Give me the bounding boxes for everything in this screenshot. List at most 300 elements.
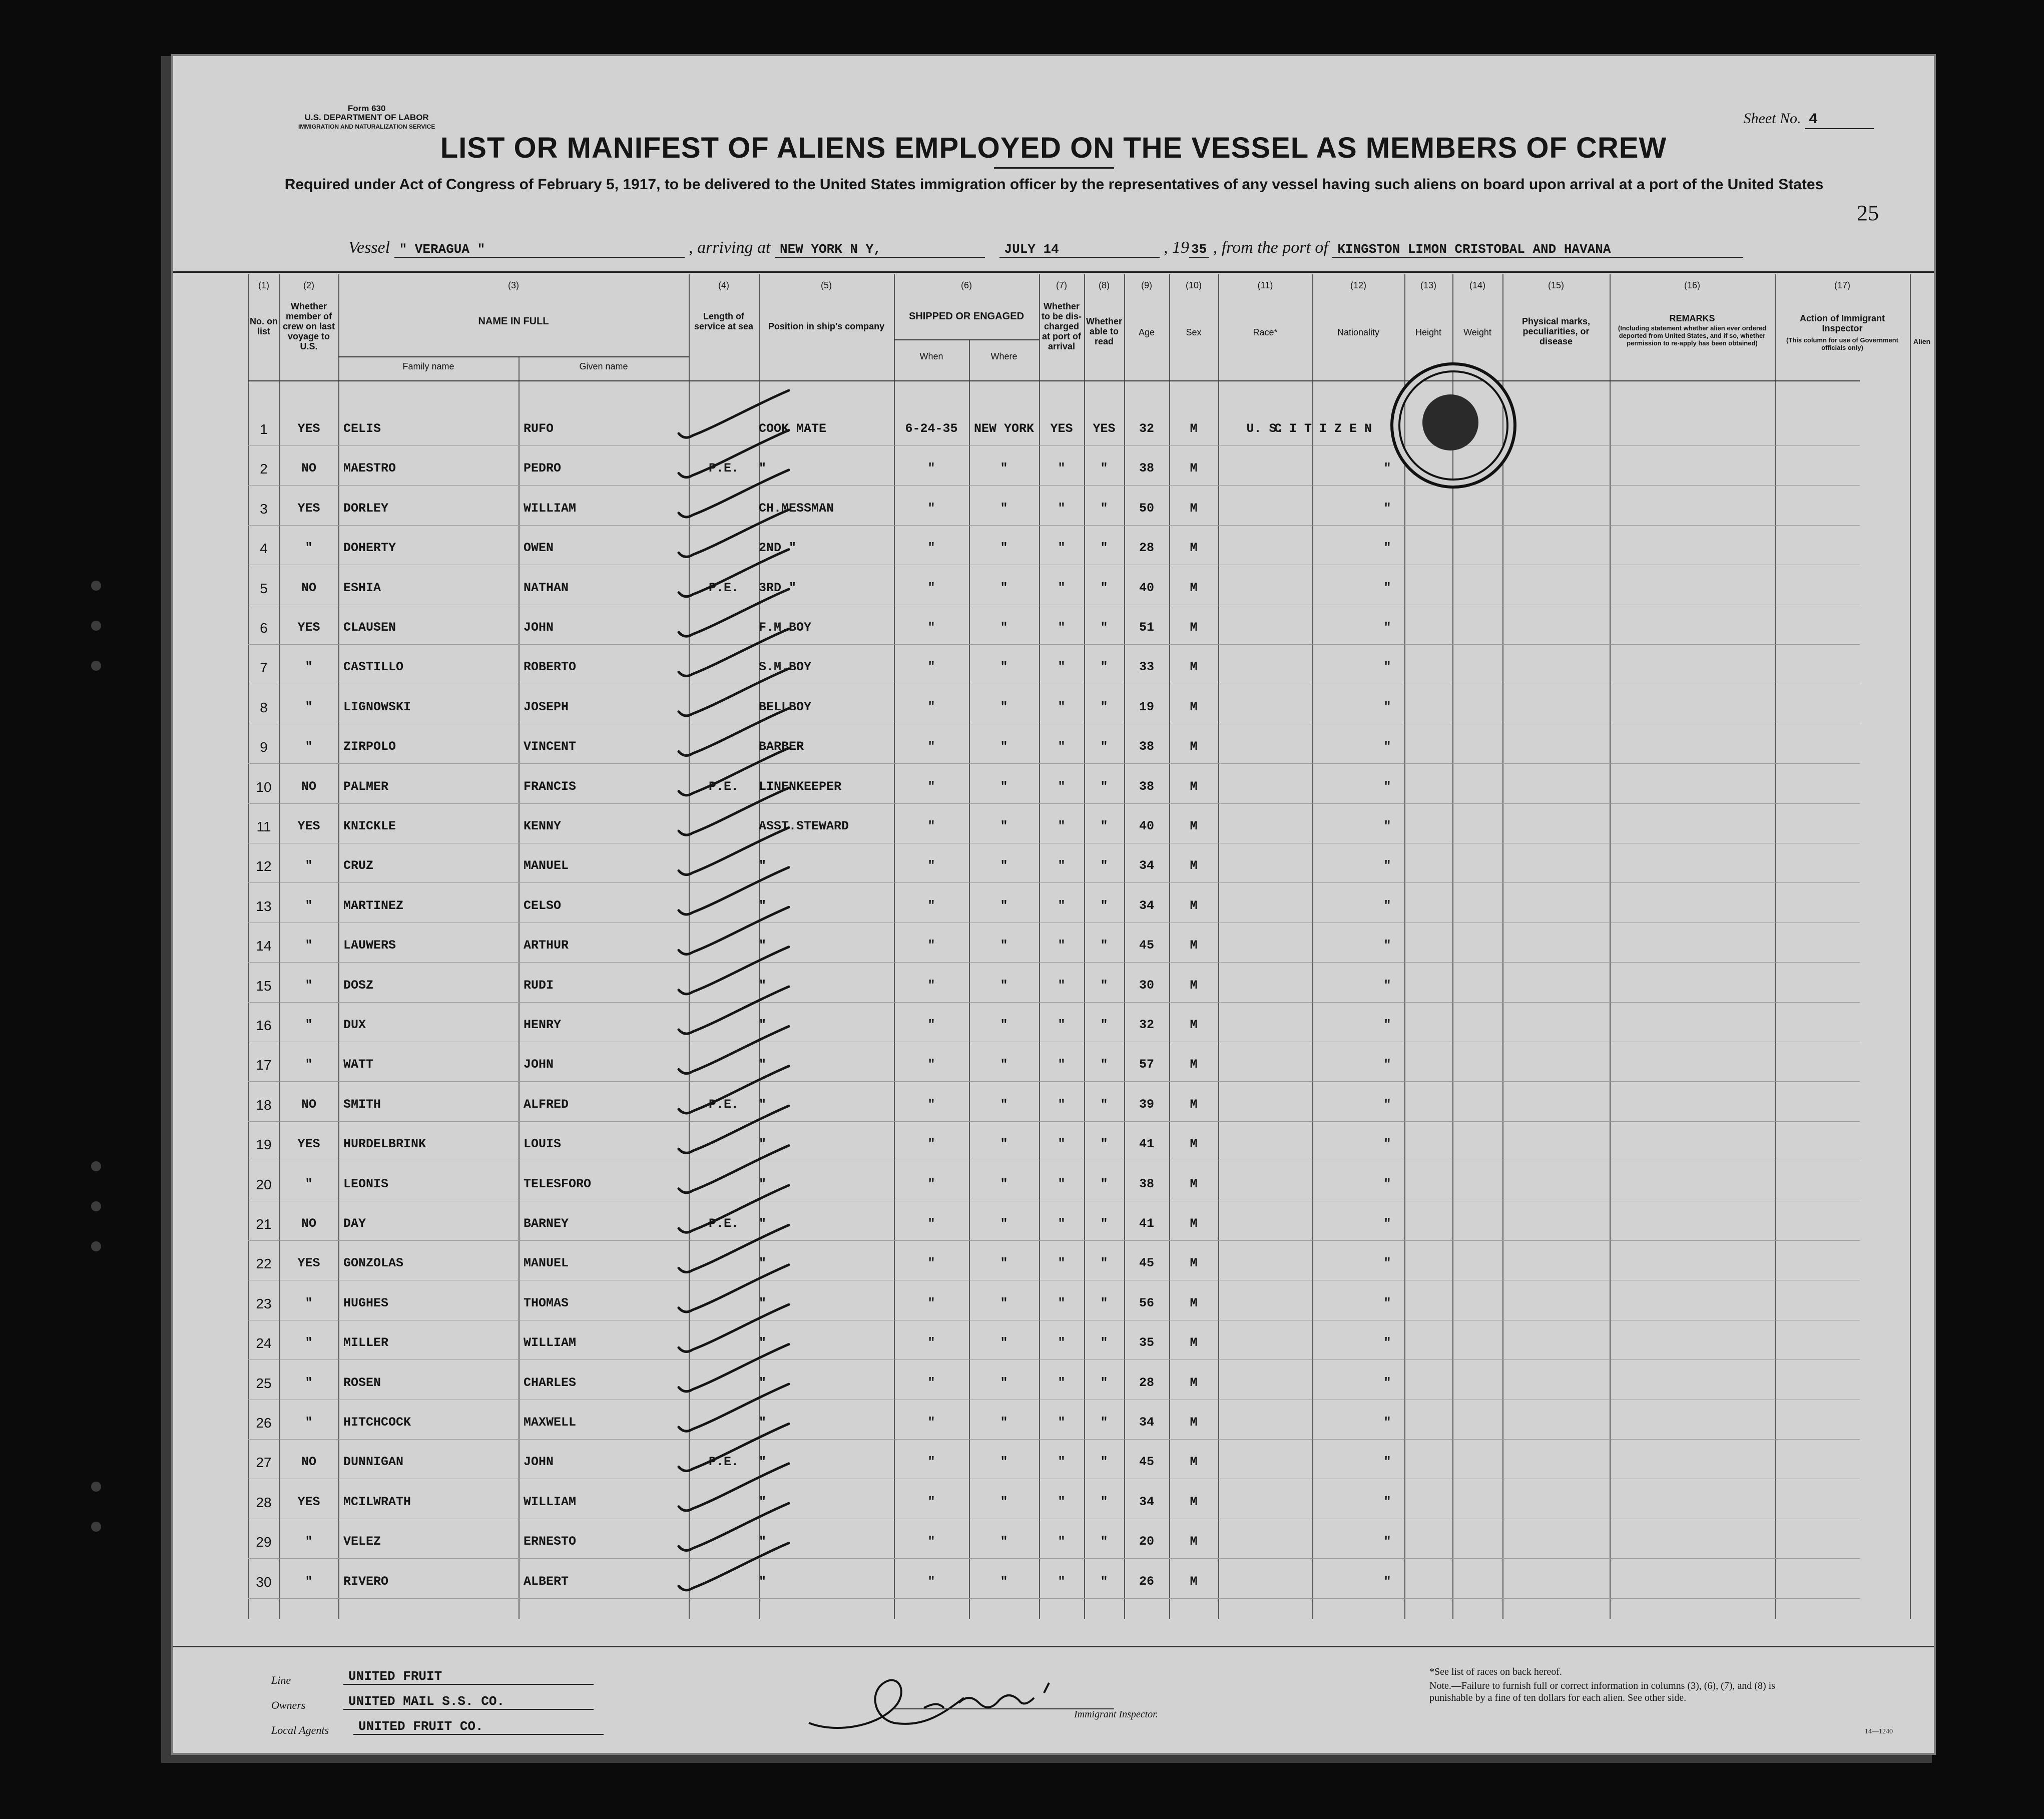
col-num-6: (6): [961, 280, 972, 290]
row-position: ASST.STEWARD: [759, 819, 849, 833]
row-where: ": [1000, 1137, 1008, 1152]
row-service: P.E.: [708, 1216, 739, 1231]
row-given: KENNY: [524, 819, 562, 833]
row-sex: M: [1190, 1137, 1198, 1152]
row-read: ": [1100, 1534, 1108, 1549]
row-given: JOHN: [524, 620, 554, 635]
department-name: U.S. DEPARTMENT OF LABOR: [304, 113, 429, 122]
row-voyage: ": [305, 1375, 313, 1390]
line-label: Line: [271, 1674, 291, 1686]
service-name: IMMIGRATION AND NATURALIZATION SERVICE: [298, 123, 435, 130]
row-position: ": [759, 1415, 767, 1430]
agents-value: UNITED FRUIT CO.: [353, 1719, 604, 1735]
hdr-given-name: Given name: [579, 361, 628, 371]
row-given: JOHN: [524, 1455, 554, 1470]
check-mark: [679, 1344, 789, 1392]
col-num-5: (5): [821, 280, 832, 290]
check-mark: [679, 629, 789, 676]
row-position: ": [759, 1057, 767, 1072]
row-given: ARTHUR: [524, 938, 569, 953]
row-voyage: ": [305, 739, 313, 754]
row-read: ": [1100, 819, 1108, 833]
row-read: ": [1100, 1176, 1108, 1191]
row-when: ": [927, 819, 935, 833]
row-age: 35: [1139, 1335, 1154, 1350]
hdr-remarks: REMARKS: [1669, 313, 1715, 323]
row-when: ": [927, 1097, 935, 1112]
row-where: ": [1000, 501, 1008, 516]
row-age: 28: [1139, 1375, 1154, 1390]
row-nat: ": [1383, 898, 1391, 913]
row-when: ": [927, 1574, 935, 1589]
hdr-position: Position in ship's company: [768, 321, 885, 331]
row-disch: ": [1058, 1137, 1066, 1152]
col-num-10: (10): [1185, 280, 1202, 290]
row-where: ": [1000, 739, 1008, 754]
row-no: 12: [256, 858, 272, 874]
row-when: ": [927, 1176, 935, 1191]
col-num-15: (15): [1548, 280, 1564, 290]
row-position: ": [759, 1574, 767, 1589]
row-given: BARNEY: [524, 1216, 569, 1231]
row-no: 4: [260, 541, 268, 557]
col-num-16: (16): [1684, 280, 1700, 290]
check-mark: [679, 867, 789, 915]
check-mark: [679, 907, 789, 954]
row-sex: M: [1190, 1415, 1198, 1430]
row-sex: M: [1190, 1097, 1198, 1112]
row-where: ": [1000, 541, 1008, 556]
row-when: ": [927, 699, 935, 714]
col-num-12: (12): [1350, 280, 1366, 290]
row-sex: M: [1190, 541, 1198, 556]
row-disch: ": [1058, 938, 1066, 953]
binder-holes: [85, 0, 105, 1819]
row-nat: ": [1383, 779, 1391, 794]
row-nat: C I T I Z E N: [1274, 421, 1372, 436]
vessel-label: Vessel: [348, 238, 390, 257]
row-nat: ": [1383, 1137, 1391, 1152]
row-given: JOHN: [524, 1057, 554, 1072]
row-position: S.M.BOY: [759, 660, 812, 675]
row-family: HUGHES: [343, 1295, 389, 1310]
row-family: MAESTRO: [343, 461, 396, 476]
row-age: 19: [1139, 699, 1154, 714]
hdr-discharged: Whether to be dis-charged at port of arrival: [1042, 301, 1082, 351]
row-no: 7: [260, 660, 268, 676]
row-nat: ": [1383, 938, 1391, 953]
row-age: 39: [1139, 1097, 1154, 1112]
row-position: ": [759, 1335, 767, 1350]
row-when: ": [927, 1335, 935, 1350]
col-num-13: (13): [1420, 280, 1436, 290]
row-disch: ": [1058, 1256, 1066, 1271]
row-disch: ": [1058, 1335, 1066, 1350]
row-given: ROBERTO: [524, 660, 577, 675]
row-race: U. S.: [1246, 421, 1284, 436]
row-given: THOMAS: [524, 1295, 569, 1310]
check-mark: [679, 708, 789, 755]
row-voyage: ": [305, 1574, 313, 1589]
row-where: ": [1000, 580, 1008, 595]
hdr-shipped-engaged: SHIPPED OR ENGAGED: [908, 311, 1025, 322]
row-voyage: NO: [301, 779, 316, 794]
row-read: ": [1100, 1375, 1108, 1390]
row-read: ": [1100, 1494, 1108, 1509]
row-nat: ": [1383, 1295, 1391, 1310]
row-no: 23: [256, 1295, 272, 1311]
row-read: ": [1100, 1137, 1108, 1152]
row-sex: M: [1190, 461, 1198, 476]
check-mark: [679, 1106, 789, 1153]
row-service: P.E.: [708, 461, 739, 476]
row-disch: YES: [1050, 421, 1073, 436]
check-mark: [679, 1464, 789, 1511]
row-disch: ": [1058, 660, 1066, 675]
row-voyage: ": [305, 1534, 313, 1549]
row-sex: M: [1190, 1176, 1198, 1191]
line-value: UNITED FRUIT: [343, 1669, 594, 1685]
row-sex: M: [1190, 1574, 1198, 1589]
row-no: 14: [256, 938, 272, 954]
row-age: 40: [1139, 819, 1154, 833]
row-where: ": [1000, 1335, 1008, 1350]
row-service: P.E.: [708, 779, 739, 794]
row-position: F.M.BOY: [759, 620, 812, 635]
row-family: CASTILLO: [343, 660, 404, 675]
row-when: ": [927, 620, 935, 635]
col-num-14: (14): [1469, 280, 1485, 290]
row-given: MAXWELL: [524, 1415, 577, 1430]
row-age: 50: [1139, 501, 1154, 516]
row-where: ": [1000, 978, 1008, 993]
row-disch: ": [1058, 819, 1066, 833]
row-voyage: YES: [297, 421, 320, 436]
row-where: ": [1000, 660, 1008, 675]
row-nat: ": [1383, 1018, 1391, 1032]
row-voyage: ": [305, 1176, 313, 1191]
row-disch: ": [1058, 1018, 1066, 1032]
hdr-length-service: Length of service at sea: [694, 311, 754, 331]
arrival-year: 35: [1189, 242, 1209, 258]
row-family: ROSEN: [343, 1375, 381, 1390]
hdr-last-voyage: Whether member of crew on last voyage to U.S.: [282, 301, 335, 351]
row-nat: ": [1383, 1494, 1391, 1509]
row-when: 6-24-35: [905, 421, 958, 436]
row-where: ": [1000, 1216, 1008, 1231]
row-no: 21: [256, 1216, 272, 1232]
row-voyage: YES: [297, 620, 320, 635]
form-number: Form 630: [347, 104, 386, 113]
row-position: ": [759, 1018, 767, 1032]
row-read: ": [1100, 699, 1108, 714]
row-where: ": [1000, 620, 1008, 635]
row-voyage: YES: [297, 1137, 320, 1152]
row-family: ZIRPOLO: [343, 739, 396, 754]
check-mark: [679, 1384, 789, 1431]
row-family: DOHERTY: [343, 541, 396, 556]
row-disch: ": [1058, 580, 1066, 595]
row-disch: ": [1058, 898, 1066, 913]
row-position: ": [759, 1176, 767, 1191]
row-nat: ": [1383, 1057, 1391, 1072]
hdr-action-note: (This column for use of Government officials only): [1786, 336, 1898, 351]
hdr-name-in-full: NAME IN FULL: [478, 316, 549, 327]
penalty-note: Note.—Failure to furnish full or correct information in columns (3), (6), (7), and (8) is punishable by a fine of ten dollars for each alien. See other side.: [1429, 1680, 1775, 1703]
check-mark: [679, 947, 789, 994]
row-read: ": [1100, 1216, 1108, 1231]
hdr-where: Where: [990, 351, 1017, 361]
document-subtitle: Required under Act of Congress of February 5, 1917, to be delivered to the United States immigration officer by the representatives of any vessel having such aliens on board upon arrival at a port of the United States: [284, 176, 1824, 193]
col-num-11: (11): [1257, 280, 1273, 290]
row-sex: M: [1190, 699, 1198, 714]
row-no: 28: [256, 1494, 272, 1510]
row-where: ": [1000, 898, 1008, 913]
row-no: 26: [256, 1415, 272, 1431]
row-read: YES: [1093, 421, 1116, 436]
row-voyage: YES: [297, 1256, 320, 1271]
row-given: ALBERT: [524, 1574, 569, 1589]
row-read: ": [1100, 580, 1108, 595]
row-age: 26: [1139, 1574, 1154, 1589]
hdr-nationality: Nationality: [1337, 327, 1380, 337]
row-sex: M: [1190, 1534, 1198, 1549]
row-age: 34: [1139, 1494, 1154, 1509]
row-read: ": [1100, 461, 1108, 476]
row-family: LAUWERS: [343, 938, 396, 953]
row-family: DORLEY: [343, 501, 389, 516]
from-port: KINGSTON LIMON CRISTOBAL AND HAVANA: [1332, 242, 1743, 258]
row-given: MANUEL: [524, 858, 569, 873]
row-sex: M: [1190, 1256, 1198, 1271]
row-age: 33: [1139, 660, 1154, 675]
check-mark: [679, 1026, 789, 1073]
check-mark: [679, 1066, 789, 1113]
row-when: ": [927, 501, 935, 516]
row-where: ": [1000, 779, 1008, 794]
vessel-name: " VERAGUA ": [394, 242, 685, 258]
row-sex: M: [1190, 898, 1198, 913]
row-given: FRANCIS: [524, 779, 577, 794]
row-family: CLAUSEN: [343, 620, 396, 635]
col-num-17: (17): [1834, 280, 1850, 290]
row-where: ": [1000, 1574, 1008, 1589]
row-voyage: NO: [301, 1216, 316, 1231]
row-family: ESHIA: [343, 580, 381, 595]
row-when: ": [927, 1295, 935, 1310]
row-sex: M: [1190, 1216, 1198, 1231]
row-nat: ": [1383, 1335, 1391, 1350]
row-nat: ": [1383, 858, 1391, 873]
row-disch: ": [1058, 541, 1066, 556]
col-num-9: (9): [1141, 280, 1152, 290]
row-voyage: ": [305, 699, 313, 714]
row-where: ": [1000, 1097, 1008, 1112]
row-position: ": [759, 1494, 767, 1509]
check-mark: [679, 1185, 789, 1232]
row-family: MARTINEZ: [343, 898, 404, 913]
row-family: HURDELBRINK: [343, 1137, 426, 1152]
sheet-no-value: 4: [1805, 111, 1874, 129]
row-where: ": [1000, 938, 1008, 953]
row-sex: M: [1190, 1455, 1198, 1470]
row-when: ": [927, 1455, 935, 1470]
row-disch: ": [1058, 978, 1066, 993]
row-no: 10: [256, 779, 272, 795]
row-nat: ": [1383, 1455, 1391, 1470]
check-mark: [679, 390, 789, 437]
row-given: ERNESTO: [524, 1534, 577, 1549]
row-given: WILLIAM: [524, 501, 577, 516]
row-age: 45: [1139, 1256, 1154, 1271]
row-no: 30: [256, 1574, 272, 1590]
agents-label: Local Agents: [271, 1724, 329, 1736]
row-position: ": [759, 1455, 767, 1470]
row-read: ": [1100, 898, 1108, 913]
row-age: 38: [1139, 1176, 1154, 1191]
row-given: HENRY: [524, 1018, 562, 1032]
row-nat: ": [1383, 1256, 1391, 1271]
row-family: SMITH: [343, 1097, 381, 1112]
form-code: 14—1240: [1865, 1728, 1893, 1735]
row-age: 32: [1139, 1018, 1154, 1032]
col-num-4: (4): [718, 280, 729, 290]
row-age: 57: [1139, 1057, 1154, 1072]
row-nat: ": [1383, 580, 1391, 595]
row-where: ": [1000, 1295, 1008, 1310]
row-nat: ": [1383, 1216, 1391, 1231]
row-read: ": [1100, 660, 1108, 675]
from-label: , from the port of: [1213, 238, 1328, 257]
row-where: ": [1000, 699, 1008, 714]
row-no: 17: [256, 1057, 272, 1073]
row-voyage: YES: [297, 501, 320, 516]
row-age: 51: [1139, 620, 1154, 635]
hdr-when: When: [919, 351, 943, 361]
row-age: 45: [1139, 938, 1154, 953]
row-voyage: ": [305, 938, 313, 953]
row-position: ": [759, 1216, 767, 1231]
row-age: 30: [1139, 978, 1154, 993]
row-read: ": [1100, 1295, 1108, 1310]
row-when: ": [927, 1415, 935, 1430]
row-voyage: NO: [301, 1455, 316, 1470]
row-service: P.E.: [708, 1455, 739, 1470]
row-no: 29: [256, 1534, 272, 1550]
check-mark: [679, 1503, 789, 1550]
row-voyage: NO: [301, 461, 316, 476]
row-given: CHARLES: [524, 1375, 577, 1390]
row-voyage: ": [305, 898, 313, 913]
row-sex: M: [1190, 1375, 1198, 1390]
row-when: ": [927, 1494, 935, 1509]
row-position: BELLBOY: [759, 699, 812, 714]
row-where: ": [1000, 461, 1008, 476]
row-nat: ": [1383, 1574, 1391, 1589]
row-read: ": [1100, 978, 1108, 993]
hdr-action: Action of Immigrant Inspector: [1800, 313, 1885, 333]
row-read: ": [1100, 1455, 1108, 1470]
row-when: ": [927, 1256, 935, 1271]
row-when: ": [927, 1375, 935, 1390]
row-age: 41: [1139, 1216, 1154, 1231]
footer-rule: [173, 1646, 1934, 1647]
hdr-physical: Physical marks, peculiarities, or disease: [1521, 316, 1591, 346]
row-voyage: ": [305, 1415, 313, 1430]
row-read: ": [1100, 1097, 1108, 1112]
hdr-family-name: Family name: [402, 361, 454, 371]
hdr-weight: Weight: [1463, 327, 1491, 337]
row-disch: ": [1058, 739, 1066, 754]
row-family: DAY: [343, 1216, 366, 1231]
row-when: ": [927, 1534, 935, 1549]
row-sex: M: [1190, 819, 1198, 833]
col-num-7: (7): [1056, 280, 1067, 290]
row-no: 6: [260, 620, 268, 636]
row-read: ": [1100, 1256, 1108, 1271]
row-age: 40: [1139, 580, 1154, 595]
row-where: ": [1000, 1176, 1008, 1191]
row-no: 13: [256, 898, 272, 914]
row-nat: ": [1383, 541, 1391, 556]
row-sex: M: [1190, 1295, 1198, 1310]
row-where: ": [1000, 819, 1008, 833]
row-disch: ": [1058, 501, 1066, 516]
row-sex: M: [1190, 421, 1198, 436]
row-position: BARBER: [759, 739, 804, 754]
row-no: 3: [260, 501, 268, 517]
check-mark: [679, 470, 789, 517]
row-where: ": [1000, 1375, 1008, 1390]
row-position: ": [759, 1097, 767, 1112]
row-nat: ": [1383, 461, 1391, 476]
row-read: ": [1100, 501, 1108, 516]
row-no: 20: [256, 1176, 272, 1192]
row-given: LOUIS: [524, 1137, 562, 1152]
row-read: ": [1100, 1018, 1108, 1032]
row-disch: ": [1058, 1494, 1066, 1509]
row-disch: ": [1058, 620, 1066, 635]
row-family: DUNNIGAN: [343, 1455, 404, 1470]
row-where: ": [1000, 1455, 1008, 1470]
check-mark: [679, 589, 789, 636]
arrival-date: JULY 14: [999, 242, 1160, 258]
row-sex: M: [1190, 779, 1198, 794]
row-when: ": [927, 978, 935, 993]
document-title: LIST OR MANIFEST OF ALIENS EMPLOYED ON THE VESSEL AS MEMBERS OF CREW: [440, 132, 1667, 164]
row-no: 2: [260, 461, 268, 477]
row-where: ": [1000, 1415, 1008, 1430]
row-read: ": [1100, 1335, 1108, 1350]
row-read: ": [1100, 1057, 1108, 1072]
row-nat: ": [1383, 739, 1391, 754]
row-position: COOK MATE: [759, 421, 827, 436]
row-sex: M: [1190, 739, 1198, 754]
row-when: ": [927, 898, 935, 913]
row-voyage: ": [305, 858, 313, 873]
row-sex: M: [1190, 1494, 1198, 1509]
row-position: ": [759, 898, 767, 913]
row-voyage: ": [305, 1018, 313, 1032]
row-nat: ": [1383, 501, 1391, 516]
row-disch: ": [1058, 1216, 1066, 1231]
row-position: ": [759, 1256, 767, 1271]
eagle-emblem-icon: [1422, 394, 1478, 450]
arrival-port: NEW YORK N Y,: [775, 242, 985, 258]
row-disch: ": [1058, 1176, 1066, 1191]
year-prefix: , 19: [1164, 238, 1189, 257]
row-when: ": [927, 779, 935, 794]
